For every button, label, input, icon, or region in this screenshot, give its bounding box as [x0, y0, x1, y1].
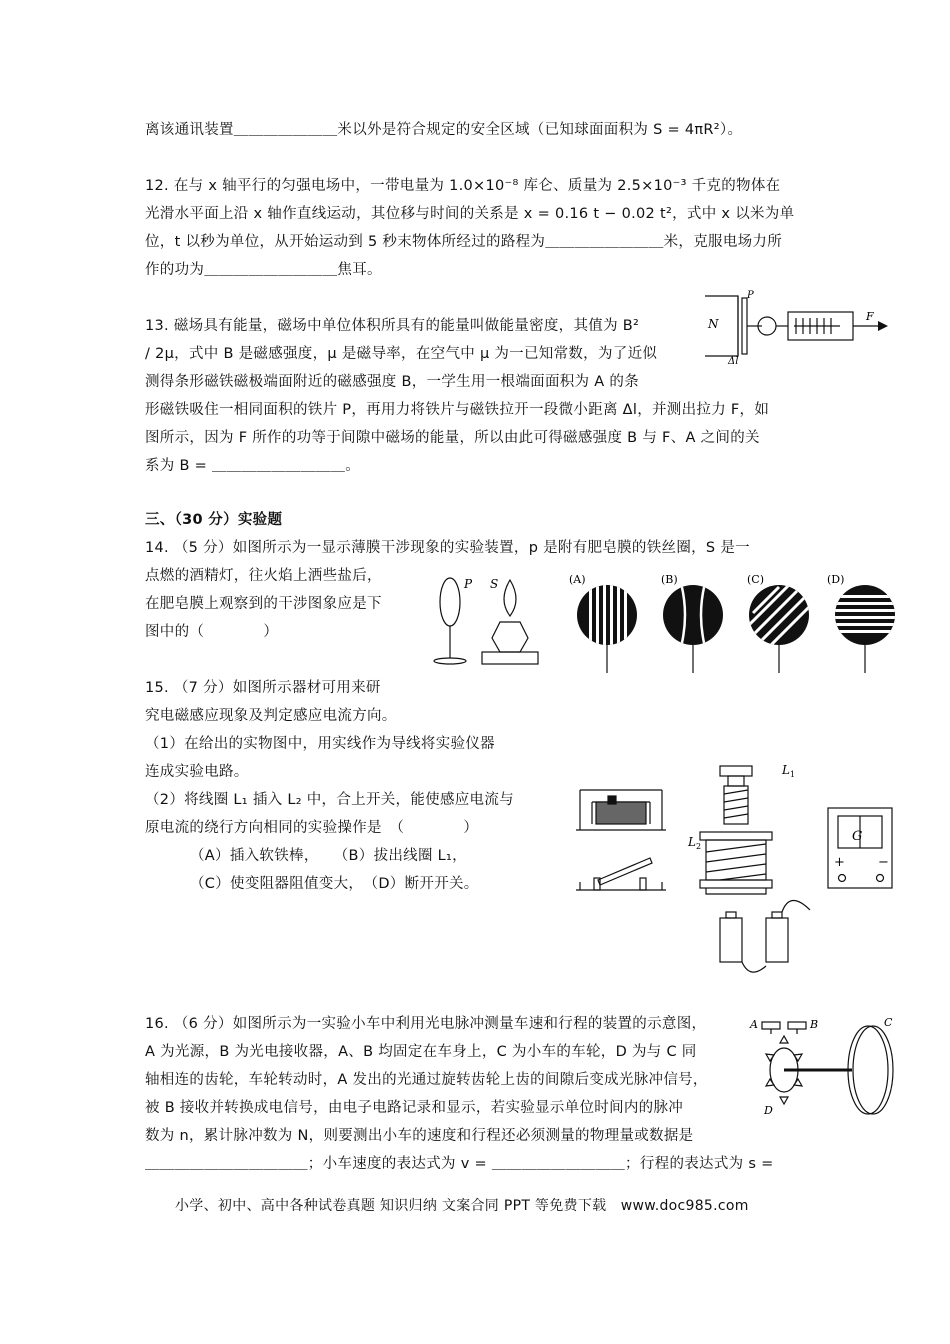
- galvanometer: [828, 808, 892, 888]
- option-a-pattern: [577, 583, 637, 673]
- q14-line-4: 图中的（ ）: [145, 624, 279, 640]
- q12-line-2: 光滑水平面上沿 x 轴作直线运动，其位移与时间的关系是 x = 0.16 t − 0.02 t²，式中 x 以米为单: [145, 206, 795, 222]
- receiver-b: [788, 1022, 806, 1029]
- q14-line-2: 点燃的酒精灯，往火焰上洒些盐后，: [145, 568, 382, 584]
- label-d: D: [764, 1104, 773, 1117]
- label-c: C: [884, 1016, 893, 1029]
- option-d-label: (D): [827, 575, 845, 586]
- q16-line-5: 数为 n，累计脉冲数为 N，则要测出小车的速度和行程还必须测量的物理量或数据是: [145, 1128, 694, 1144]
- lamp-base: [482, 652, 538, 664]
- q16-line-3: 轴相连的齿轮，车轮转动时，A 发出的光通过旋转齿轮上齿的间隙后变成光脉冲信号，: [145, 1072, 708, 1088]
- q15-line-2: 究电磁感应现象及判定感应电流方向。: [145, 708, 397, 724]
- label-b: B: [810, 1018, 819, 1031]
- q12-line-3: 位，t 以秒为单位，从开始运动到 5 秒末物体所经过的路程为＿＿＿＿＿＿＿＿米，克服电场力所: [145, 234, 783, 250]
- light-source-a: [762, 1022, 780, 1029]
- q15-options-cd: （C）使变阻器阻值变大， （D）断开开关。: [190, 876, 479, 892]
- q16-line-1: 16. （6 分）如图所示为一实验小车中利用光电脉冲测量车速和行程的装置的示意图，: [145, 1016, 707, 1032]
- label-s: S: [490, 577, 499, 591]
- q16-line-6: ＿＿＿＿＿＿＿＿＿＿＿；小车速度的表达式为 v = ＿＿＿＿＿＿＿＿＿；行程的表达式为 s =: [145, 1156, 774, 1172]
- q12-line-4: 作的功为＿＿＿＿＿＿＿＿＿焦耳。: [145, 262, 382, 278]
- q13-line-2: / 2μ，式中 B 是磁感强度，μ 是磁导率，在空气中 μ 为一已知常数，为了近似: [145, 346, 658, 362]
- q15-line-1: 15. （7 分）如图所示器材可用来研: [145, 680, 381, 696]
- soap-film-figure: [430, 572, 542, 670]
- option-b-label: (B): [661, 575, 678, 586]
- flame: [504, 580, 516, 616]
- q16-line-4: 被 B 接收并转换成电信号，由电子电路记录和显示，若实验显示单位时间内的脉冲: [145, 1100, 684, 1116]
- gear-wheel-figure: [748, 1010, 898, 1122]
- lamp-body: [492, 622, 528, 652]
- switch: [576, 858, 666, 890]
- q14-line-3: 在肥皂膜上观察到的干涉图象应是下: [145, 596, 382, 612]
- label-plus: +: [834, 855, 845, 870]
- q13-line-1: 13. 磁场具有能量，磁场中单位体积所具有的能量叫做能量密度，其值为 B²: [145, 318, 640, 334]
- label-p: P: [747, 290, 754, 301]
- section-three-heading: 三、（30 分）实验题: [145, 512, 283, 528]
- option-c-pattern: [749, 585, 809, 673]
- label-dl: Δl: [728, 356, 739, 365]
- option-d-pattern: [835, 585, 895, 673]
- label-f: F: [866, 310, 874, 323]
- coil-l1: [720, 766, 752, 824]
- label-l1-sub: 1: [790, 770, 796, 779]
- wire-loop: [440, 578, 460, 626]
- q13-line-4: 形磁铁吸住一相同面积的铁片 P，再用力将铁片与磁铁拉开一段微小距离 Δl，并测出拉力 F，如: [145, 402, 770, 418]
- magnet-pull-figure: [700, 290, 895, 365]
- label-l1: L: [782, 763, 790, 777]
- option-c-label: (C): [747, 575, 764, 586]
- label-l2: L: [688, 835, 696, 849]
- batteries: [720, 900, 810, 972]
- interference-options-figure: [565, 575, 900, 675]
- induction-apparatus-figure: [570, 760, 900, 980]
- label-minus: −: [878, 855, 889, 870]
- rheostat: [576, 790, 666, 830]
- option-b-pattern: [663, 583, 723, 673]
- label-a: A: [750, 1018, 758, 1031]
- arrow-icon: [878, 321, 888, 331]
- q12-line-1: 12. 在与 x 轴平行的匀强电场中，一带电量为 1.0×10⁻⁸ 库仑、质量为 2.5×10⁻³ 千克的物体在: [145, 178, 781, 194]
- coil-l2: [700, 832, 772, 894]
- label-n: N: [708, 317, 719, 331]
- q15-line-3: （1）在给出的实物图中，用实线作为导线将实验仪器: [145, 736, 495, 752]
- label-g: G: [852, 829, 863, 844]
- q15-line-4: 连成实验电路。: [145, 764, 249, 780]
- q15-line-5: （2）将线圈 L₁ 插入 L₂ 中，合上开关，能使感应电流与: [145, 792, 514, 808]
- q15-line-6: 原电流的绕行方向相同的实验操作是 （ ）: [145, 820, 479, 836]
- q13-line-3: 测得条形磁铁磁极端面附近的磁感强度 B，一学生用一根端面面积为 A 的条: [145, 374, 639, 390]
- q16-line-2: A 为光源，B 为光电接收器，A、B 均固定在车身上，C 为小车的车轮，D 为与 C 同: [145, 1044, 697, 1060]
- q11-tail: 离该通讯装置＿＿＿＿＿＿＿米以外是符合规定的安全区域（已知球面面积为 S = 4πR²）。: [145, 122, 743, 138]
- q14-line-1: 14. （5 分）如图所示为一显示薄膜干涉现象的实验装置，p 是附有肥皂膜的铁丝圈，S 是一: [145, 540, 750, 556]
- label-l2-sub: 2: [696, 842, 702, 851]
- page-footer: 小学、初中、高中各种试卷真题 知识归纳 文案合同 PPT 等免费下载 www.doc985.com: [175, 1198, 749, 1214]
- wheel-c: [848, 1026, 888, 1114]
- q15-options-ab: （A）插入软铁棒， （B）拔出线圈 L₁，: [190, 848, 467, 864]
- q13-line-6: 系为 B = ＿＿＿＿＿＿＿＿＿。: [145, 458, 361, 474]
- label-p: P: [464, 577, 473, 591]
- option-a-label: (A): [569, 575, 586, 586]
- iron-plate: [742, 298, 747, 354]
- q13-line-5: 图所示，因为 F 所作的功等于间隙中磁场的能量，所以由此可得磁感强度 B 与 F、A 之间的关: [145, 430, 760, 446]
